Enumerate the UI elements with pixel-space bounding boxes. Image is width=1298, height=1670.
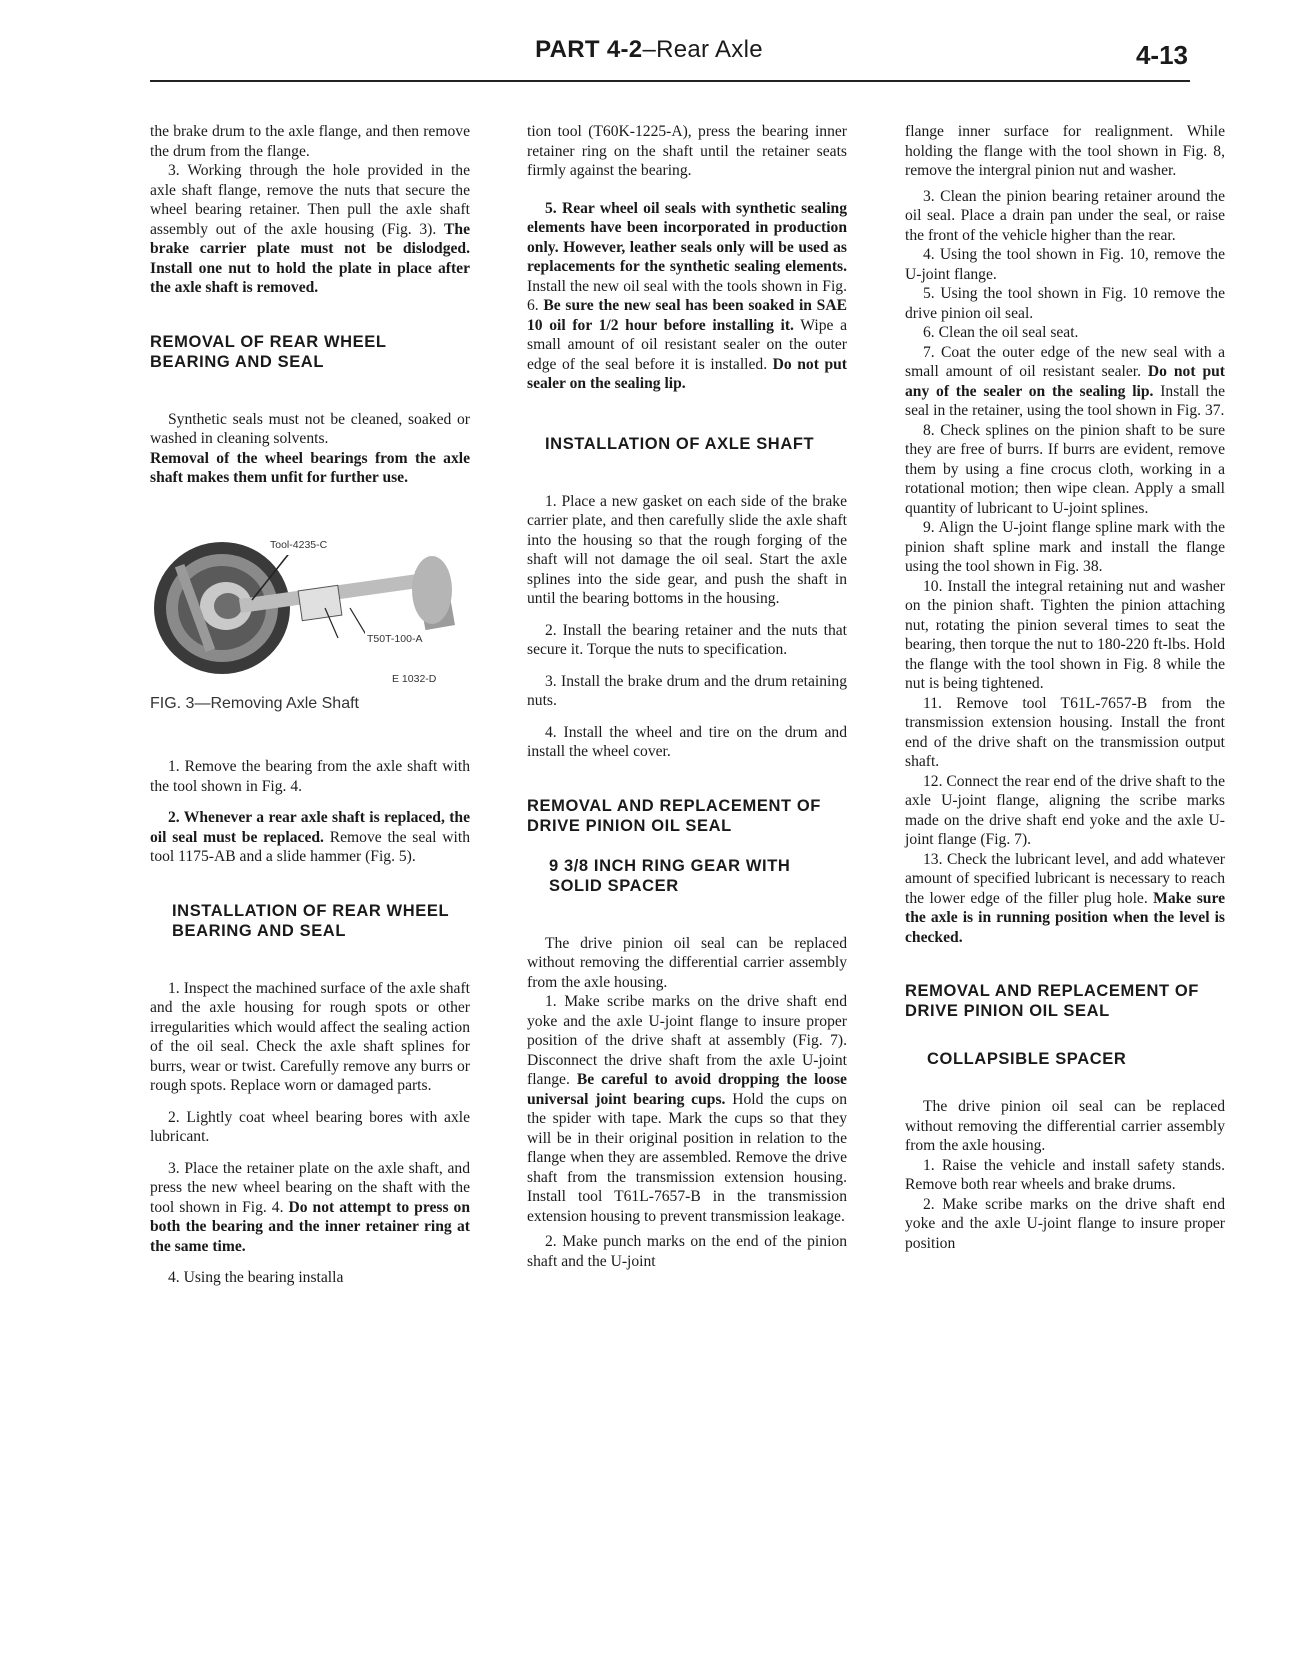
paragraph: Synthetic seals must not be cleaned, soaked or washed in cleaning solvents. — [150, 410, 470, 447]
paragraph: 1. Raise the vehicle and install safety stands. Remove both rear wheels and brake drums. — [905, 1156, 1225, 1193]
paragraph: 4. Using the bearing installa — [168, 1269, 344, 1286]
figure-label-code: E 1032-D — [390, 670, 438, 690]
page-header — [0, 36, 1298, 64]
paragraph — [150, 449, 470, 488]
section-heading: INSTALLATION OF REAR WHEEL BEARING AND SEAL — [172, 901, 449, 940]
text-run: 3. Working through the hole provided in the axle shaft flange, remove the nuts that secure the wheel bearing retainer. Then pull the axle shaft assembly out of the axle housing (Fig. 3). — [150, 162, 470, 238]
column-1 — [150, 122, 470, 1288]
subsection-heading: COLLAPSIBLE SPACER — [927, 1050, 1127, 1068]
paragraph — [527, 199, 847, 394]
paragraph: 11. Remove tool T61L-7657-B from the transmission extension housing. Install the front end of the drive shaft on the transmission output shaft. — [905, 694, 1225, 770]
paragraph — [527, 992, 847, 1226]
text-run: 7. Coat the outer edge of the new seal with a small amount of oil resistant sealer. — [905, 343, 1225, 380]
text-run: Hold the cups on the spider with tape. Mark the cups so that they will be in their original position in relation to the flange when they are assembled. Remove the drive shaft from the transmission extension housing. Install tool T61L-7657-B in the transmission extension housing to prevent transmission leakage. — [527, 1090, 847, 1225]
paragraph: 2. Install the bearing retainer and the nuts that secure it. Torque the nuts to specification. — [527, 621, 847, 658]
figure-label-t50t: T50T-100-A — [365, 630, 424, 650]
bold-text: Make sure the axle is in running position when the level is checked. — [905, 889, 1226, 946]
paragraph: 2. Make punch marks on the end of the pinion shaft and the U-joint — [527, 1233, 847, 1270]
paragraph — [527, 934, 847, 993]
section-heading: REMOVAL OF REAR WHEEL BEARING AND SEAL — [150, 332, 387, 371]
paragraph: 2. Lightly coat wheel bearing bores with axle lubricant. — [150, 1108, 470, 1145]
bold-text: Be careful to avoid dropping the loose universal joint bearing cups. — [527, 1071, 847, 1108]
paragraph — [905, 343, 1225, 421]
paragraph — [150, 1159, 470, 1257]
paragraph: flange inner surface for realignment. While holding the flange with the tool shown in Fig. 8, remove the intergral pinion nut and washer. — [905, 123, 1225, 179]
bold-text: Do not put sealer on the sealing lip. — [527, 355, 847, 392]
column-2 — [527, 122, 847, 1271]
column-3 — [905, 122, 1225, 1253]
text-run: Install the new oil seal with the tools shown in Fig. 6. — [527, 277, 847, 314]
figure-caption: FIG. 3—Removing Axle Shaft — [150, 694, 359, 712]
figure-label-tool: Tool-4235-C — [268, 536, 329, 556]
section-heading: REMOVAL AND REPLACEMENT OF DRIVE PINION OIL SEAL — [905, 982, 1199, 1020]
figure-3 — [150, 528, 468, 688]
paragraph: 3. Install the brake drum and the drum retaining nuts. — [527, 672, 847, 709]
paragraph — [150, 808, 470, 867]
paragraph: 6. Clean the oil seal seat. — [923, 324, 1079, 341]
bold-text: Do not put any of the sealer on the sealing lip. — [905, 363, 1225, 400]
paragraph: The drive pinion oil seal can be replaced without removing the differential carrier assembly from the axle housing. — [905, 1098, 1225, 1154]
paragraph: tion tool (T60K-1225-A), press the bearing inner retainer ring on the shaft until the retainer seats firmly against the bearing. — [527, 123, 847, 179]
bold-text: Do not attempt to press on both the bearing and the inner retainer ring at the same time. — [150, 1198, 470, 1255]
paragraph: 1. Remove the bearing from the axle shaft with the tool shown in Fig. 4. — [150, 758, 470, 795]
paragraph: the brake drum to the axle flange, and then remove the drum from the flange. — [150, 123, 470, 160]
paragraph: 4. Using the tool shown in Fig. 10, remove the U-joint flange. — [905, 246, 1225, 283]
paragraph: 3. Clean the pinion bearing retainer around the oil seal. Place a drain pan under the seal, or raise the front of the vehicle higher than the rear. — [905, 187, 1225, 244]
paragraph: 8. Check splines on the pinion shaft to be sure they are free of burrs. If burrs are evident, remove them by using a fine crocus cloth, working in a rotational motion; then wipe clean. Apply a small quantity of lubricant to U-joint splines. — [905, 421, 1225, 517]
text-run: 13. Check the lubricant level, and add whatever amount of specified lubricant is necessary to reach the lower edge of the filler plug hole. — [905, 850, 1225, 907]
paragraph: 9. Align the U-joint flange spline mark with the pinion shaft spline mark and install the flange using the tool shown in Fig. 38. — [905, 519, 1225, 575]
bold-text: Removal of the wheel bearings from the axle shaft makes them unfit for further use. — [150, 449, 470, 486]
text-run: 3. Place the retainer plate on the axle shaft, and press the new wheel bearing on the shaft with the tool shown in Fig. 4. — [150, 1159, 470, 1216]
paragraph: 5. Using the tool shown in Fig. 10 remove the drive pinion oil seal. — [905, 285, 1225, 322]
paragraph: 12. Connect the rear end of the drive shaft to the axle U-joint flange, aligning the scribe marks made on the drive shaft end yoke and the axle U-joint flange (Fig. 7). — [905, 772, 1225, 848]
header-rule — [150, 80, 1190, 82]
section-heading: INSTALLATION OF AXLE SHAFT — [545, 434, 815, 453]
part-title: –Rear Axle — [642, 36, 763, 63]
paragraph — [150, 161, 470, 298]
paragraph — [905, 850, 1225, 948]
subsection-heading: 9 3/8 INCH RING GEAR WITH SOLID SPACER — [549, 856, 791, 895]
bold-text: The drive pinion oil seal can be replaced without removing the differential carrier assembly from the axle housing. — [527, 934, 847, 991]
paragraph: 1. Inspect the machined surface of the axle shaft and the axle housing for rough spots or other irregularities which would affect the sealing action of the oil seal. Check the axle shaft splines for burrs, wear or twist. Carefully remove any burrs or rough spots. Replace worn or damaged parts. — [150, 979, 470, 1094]
paragraph: 2. Make scribe marks on the drive shaft end yoke and the axle U-joint flange to insure proper position — [905, 1195, 1225, 1252]
paragraph: 1. Place a new gasket on each side of the brake carrier plate, and then carefully slide the axle shaft into the housing so that the rough forging of the shaft will not damage the oil seal. Start the axle splines into the side gear, and push the shaft in until the bearing bottoms in the housing. — [527, 492, 847, 607]
paragraph: 4. Install the wheel and tire on the drum and install the wheel cover. — [527, 723, 847, 760]
section-heading: REMOVAL AND REPLACEMENT OF DRIVE PINION OIL SEAL — [527, 796, 821, 835]
text-run: 1. Make scribe marks on the drive shaft end yoke and the axle U-joint flange to insure proper position of the drive shaft at assembly (Fig. 7). Disconnect the drive shaft from the axle U-joint flange. — [527, 993, 847, 1088]
text-run: Remove the seal with tool 1175-AB and a slide hammer (Fig. 5). — [150, 828, 471, 865]
bold-text: 5. Rear wheel oil seals with synthetic sealing elements have been incorporated in production only. However, leather seals only will be used as replacements for the synthetic sealing elements. — [527, 199, 847, 275]
paragraph: 10. Install the integral retaining nut and washer on the pinion shaft. Tighten the pinion attaching nut, rotating the pinion several times to seat the bearing, then torque the nut to 180-220 ft-lbs. Hold the flange with the tool shown in Fig. 8 while the nut is being tightened. — [905, 577, 1225, 692]
part-number: PART 4-2 — [535, 36, 643, 63]
text-run: Wipe a small amount of oil resistant sealer on the outer edge of the seal before it is installed. — [527, 316, 847, 373]
bold-text: The brake carrier plate must not be dislodged. Install one nut to hold the plate in place after the axle shaft is removed. — [150, 220, 470, 296]
bold-text: 2. Whenever a rear axle shaft is replaced, the oil seal must be replaced. — [150, 809, 470, 846]
page-number: 4-13 — [1135, 40, 1188, 70]
text-run: Install the seal in the retainer, using the tool shown in Fig. 37. — [905, 382, 1225, 419]
bold-text: Be sure the new seal has been soaked in SAE 10 oil for 1/2 hour before installing it. — [527, 297, 847, 334]
